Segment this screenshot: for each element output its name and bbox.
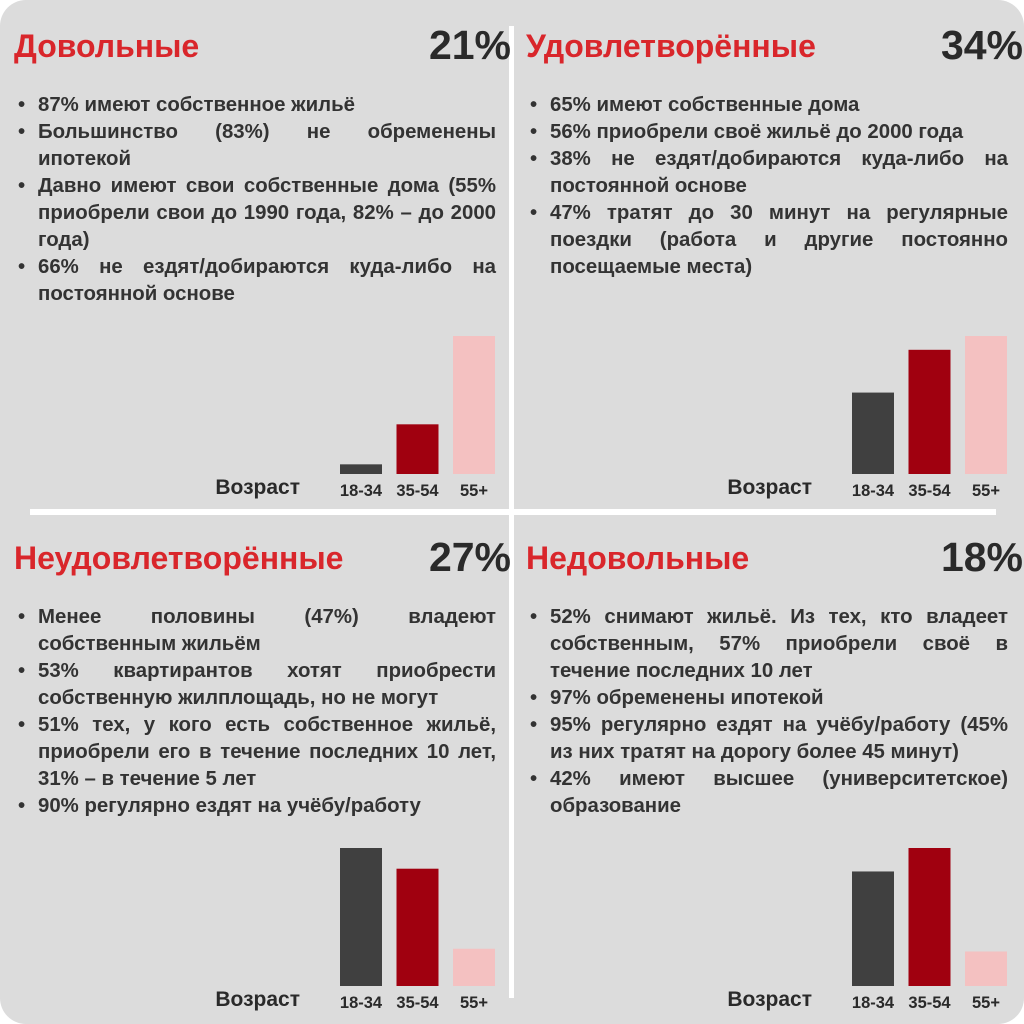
bar-18-34 xyxy=(340,464,382,474)
panel-dissatisfied xyxy=(526,520,1023,1016)
tick-label: 55+ xyxy=(460,994,488,1012)
bar-18-34 xyxy=(852,871,894,986)
bar-35-54 xyxy=(397,424,439,474)
panel-title: Недовольные xyxy=(526,540,750,576)
bar-18-34 xyxy=(340,848,382,986)
bullet-item: • 56% приобрели своё жильё до 2000 года xyxy=(526,119,1008,146)
bar-55+ xyxy=(453,949,495,986)
panel-share: 27% xyxy=(428,534,511,580)
horizontal-divider xyxy=(30,509,996,515)
tick-label: 18-34 xyxy=(851,482,895,500)
bullet-item: • 53% квартирантов хотят приобрести собственную жилплощадь, но не могут xyxy=(14,658,496,712)
tick-label: 18-34 xyxy=(851,994,895,1012)
tick-label: 35-54 xyxy=(396,482,439,500)
bullet-item: • 65% имеют собственные дома xyxy=(526,92,1008,119)
tick-label: 35-54 xyxy=(396,994,439,1012)
bullet-item: • 90% регулярно ездят на учёбу/работу xyxy=(14,793,496,820)
bullet-item: • 66% не ездят/добираются куда-либо на постоянной основе xyxy=(14,254,496,308)
bullet-item: • 87% имеют собственное жильё xyxy=(14,92,496,119)
bullet-item: • 52% снимают жильё. Из тех, кто владеет собственным, 57% приобрели своё в течение последних 10 лет xyxy=(526,604,1008,685)
bar-55+ xyxy=(965,952,1007,987)
tick-label: 55+ xyxy=(972,994,1000,1012)
bullet-item: • Давно имеют свои собственные дома (55% приобрели свои до 1990 года, 82% – до 2000 года) xyxy=(14,173,496,254)
tick-label: 18-34 xyxy=(339,994,383,1012)
bar-18-34 xyxy=(852,393,894,474)
x-axis-label: Возраст xyxy=(215,988,300,1011)
bullet-item: • 47% тратят до 30 минут на регулярные поездки (работа и другие постоянно посещаемые места) xyxy=(526,200,1008,281)
panel-title: Удовлетворённые xyxy=(526,28,816,64)
bar-35-54 xyxy=(909,848,951,986)
panel-share: 18% xyxy=(940,534,1023,580)
x-axis-label: Возраст xyxy=(215,476,300,499)
bullet-item: • 42% имеют высшее (университетское) образование xyxy=(526,766,1008,820)
bar-55+ xyxy=(965,336,1007,474)
tick-label: 35-54 xyxy=(908,482,951,500)
bullet-item: • Менее половины (47%) владеют собственным жильём xyxy=(14,604,496,658)
tick-label: 55+ xyxy=(972,482,1000,500)
tick-label: 18-34 xyxy=(339,482,383,500)
panel-title: Неудовлетворённые xyxy=(14,540,344,576)
tick-label: 55+ xyxy=(460,482,488,500)
panel-share: 34% xyxy=(940,22,1023,68)
x-axis-label: Возраст xyxy=(727,988,812,1011)
bullet-item: • 38% не ездят/добираются куда-либо на постоянной основе xyxy=(526,146,1008,200)
bullet-item: • 97% обременены ипотекой xyxy=(526,685,1008,712)
panel-satisfied xyxy=(14,8,511,504)
x-axis-label: Возраст xyxy=(727,476,812,499)
panel-title: Довольные xyxy=(14,28,200,64)
bar-35-54 xyxy=(909,350,951,474)
panel-unsatisfied xyxy=(14,520,511,1016)
bullet-item: • 95% регулярно ездят на учёбу/работу (45% из них тратят на дорогу более 45 минут) xyxy=(526,712,1008,766)
panel-content xyxy=(526,8,1023,504)
age-bar-chart xyxy=(526,520,1023,1016)
panel-share: 21% xyxy=(428,22,511,68)
age-bar-chart xyxy=(14,8,511,504)
bullet-item: • 51% тех, у кого есть собственное жильё, приобрели его в течение последних 10 лет, 31% – в течение 5 лет xyxy=(14,712,496,793)
tick-label: 35-54 xyxy=(908,994,951,1012)
age-bar-chart xyxy=(14,520,511,1016)
bar-55+ xyxy=(453,336,495,474)
age-bar-chart xyxy=(526,8,1023,504)
bar-35-54 xyxy=(397,869,439,986)
bullet-item: • Большинство (83%) не обременены ипотекой xyxy=(14,119,496,173)
